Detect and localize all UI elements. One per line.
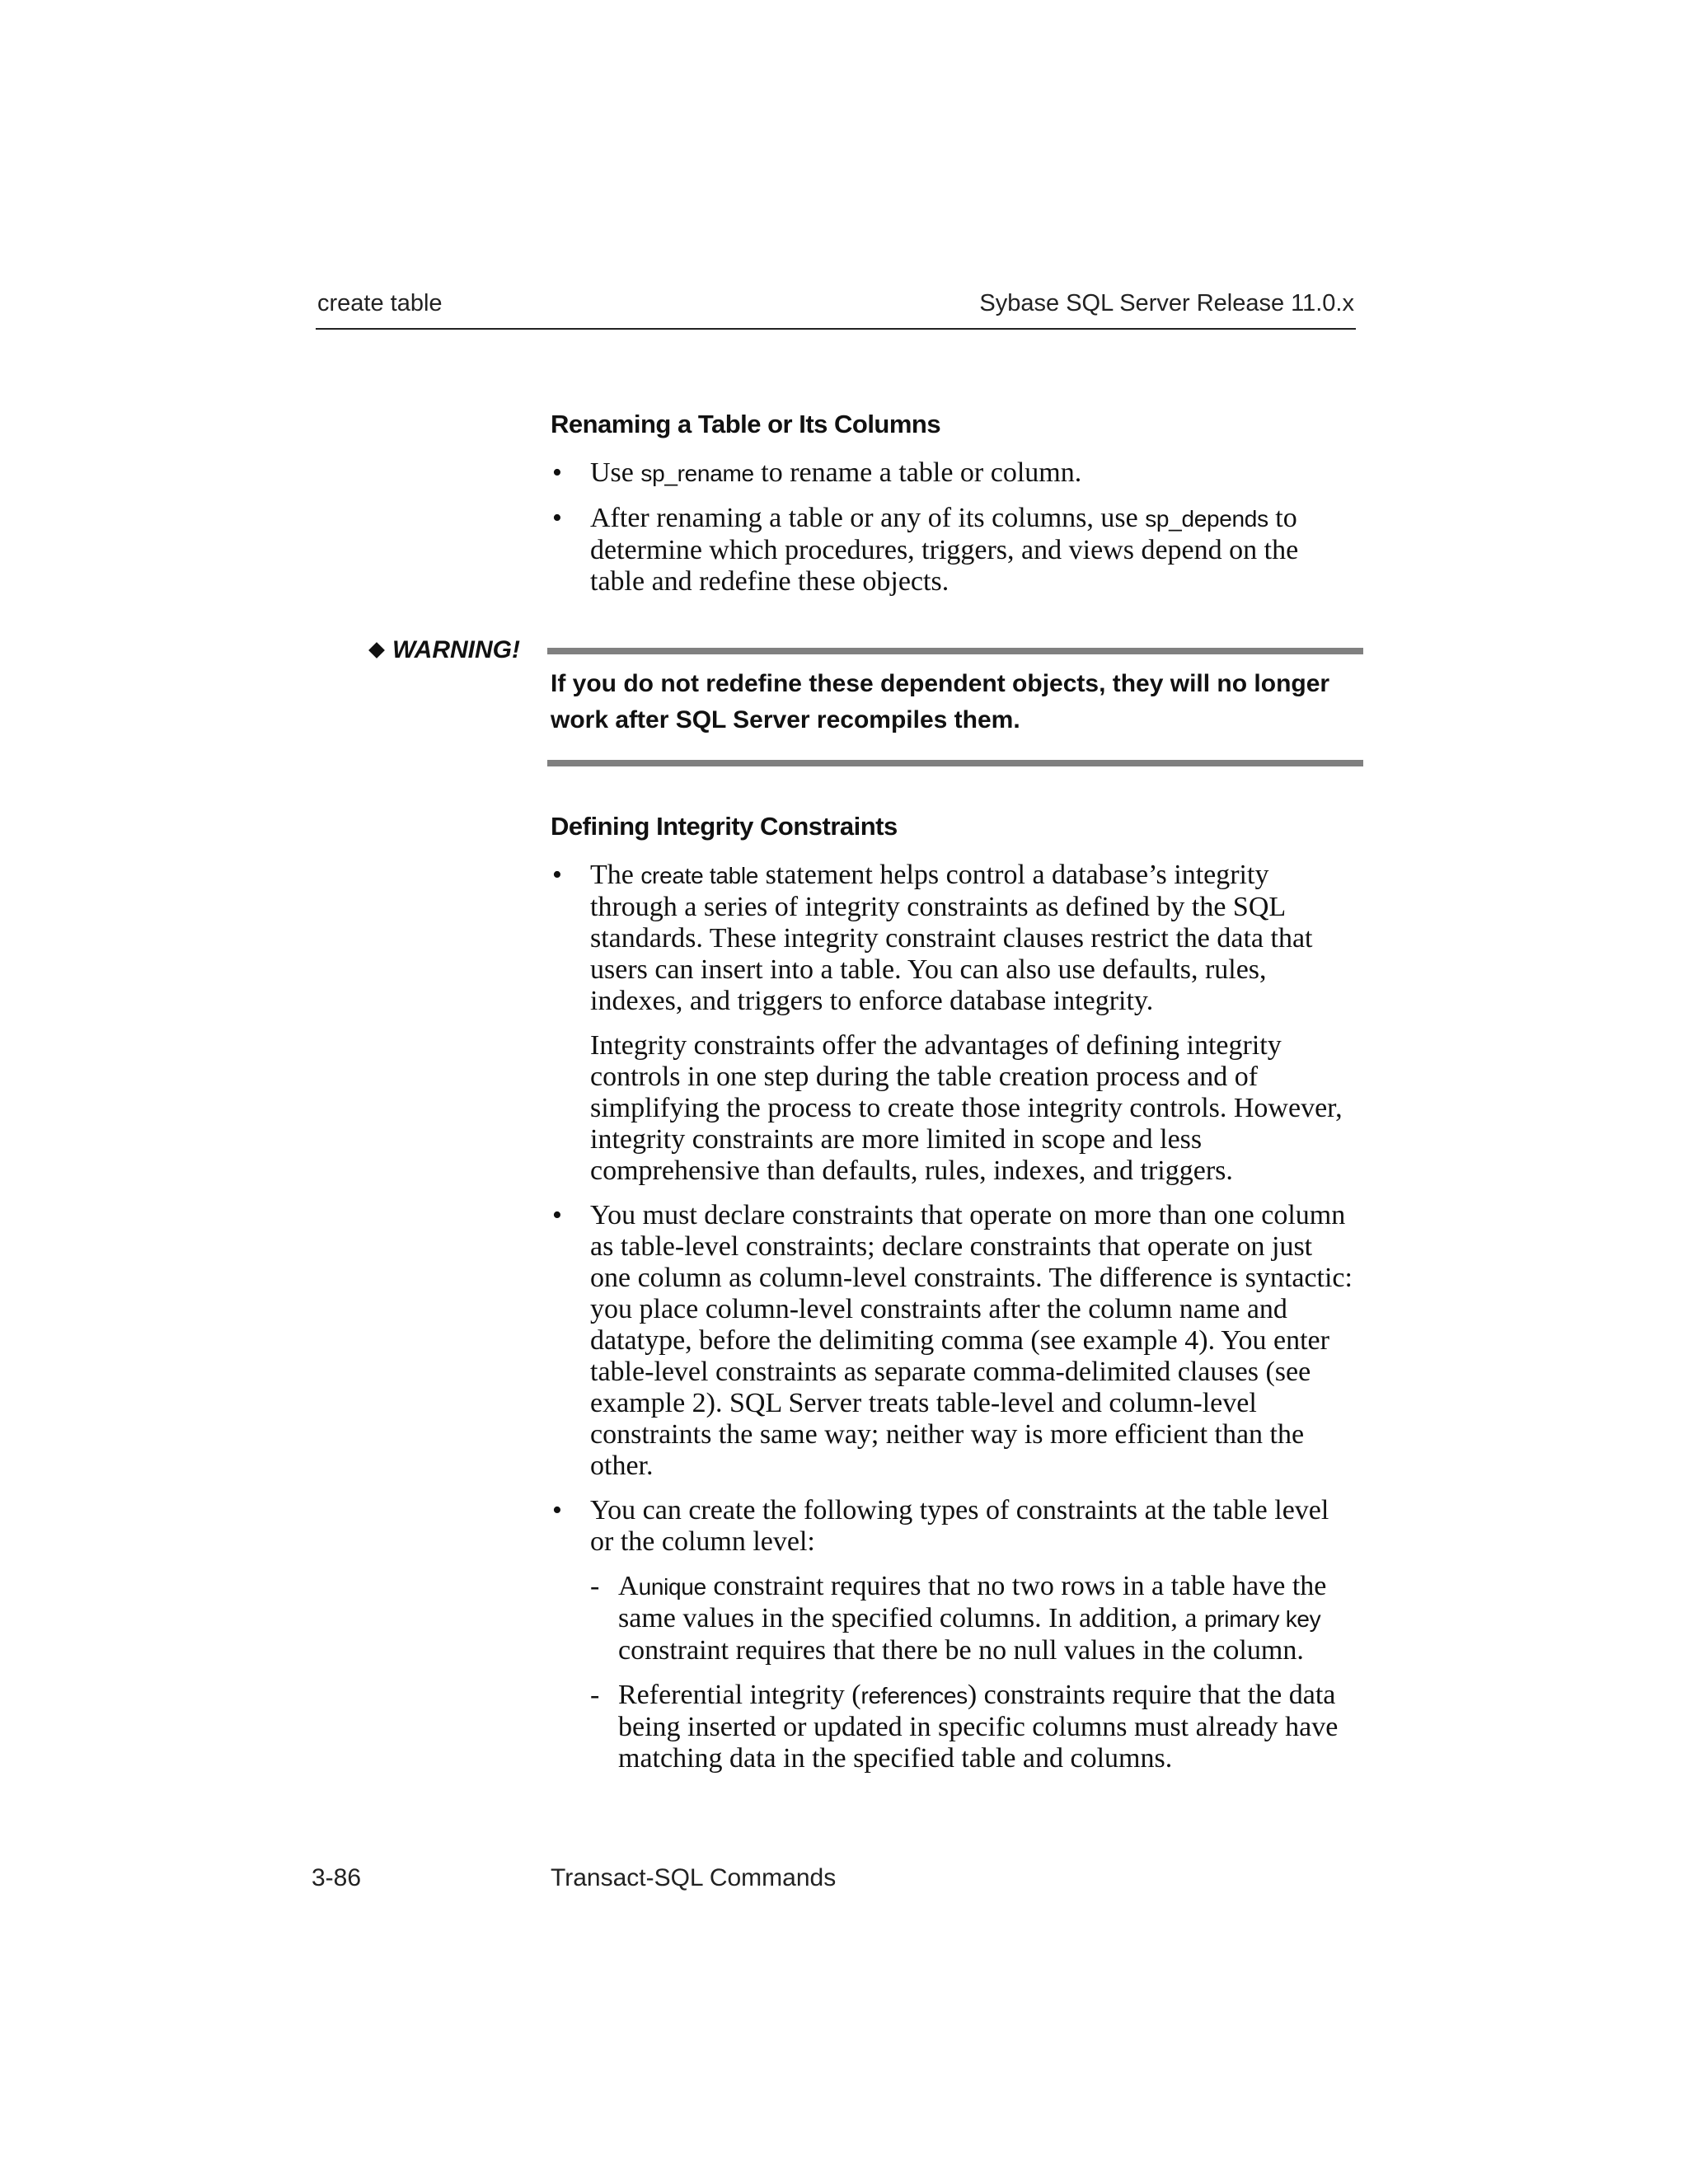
list-item [551, 860, 1358, 1187]
bullet-marker: • [552, 457, 562, 488]
code-sp-rename: sp_rename [640, 461, 754, 486]
code-primary-key: primary key [1203, 1606, 1321, 1632]
bullet-marker: • [552, 503, 562, 533]
text-run: constraint requires that no two rows in a table have the same values in the specified columns. In addition, a [618, 1571, 1327, 1633]
bullet-marker: • [552, 860, 562, 890]
section-renaming [551, 410, 1358, 611]
diamond-icon [368, 642, 385, 658]
warning-label-text: WARNING! [392, 636, 520, 663]
integrity-bullet-list [551, 860, 1358, 1774]
section-heading-integrity: Defining Integrity Constraints [551, 812, 898, 841]
text-run: After renaming a table or any of its columns, use [590, 503, 1146, 533]
constraint-type-list [590, 1571, 1358, 1774]
dash-marker: - [590, 1680, 600, 1710]
list-item [551, 503, 1358, 598]
code-sp-depends: sp_depends [1145, 506, 1268, 532]
paragraph [590, 860, 1358, 1017]
warning-label [371, 636, 520, 664]
text-run: A [618, 1571, 639, 1601]
list-item [551, 1495, 1358, 1774]
warning-text: If you do not redefine these dependent objects, they will no longer work after SQL Server recompiles them. [551, 670, 1330, 733]
page-number: 3-86 [312, 1864, 362, 1891]
text-run: Use [590, 457, 641, 488]
footer-chapter-title: Transact-SQL Commands [551, 1864, 837, 1891]
paragraph: You must declare constraints that operate on more than one column as table-level constraints; declare constraints that operate on just one column as column-level constraints. The difference is syntactic: you place column-level constraints after the column name and datatype, before the delimiting comma (see example 4). You enter table-level constraints as separate comma-delimited clauses (see example 2). SQL Server treats table-level and column-level constraints the same way; neither way is more efficient than the other. [590, 1200, 1353, 1481]
section-heading-renaming: Renaming a Table or Its Columns [551, 410, 941, 438]
bullet-marker: • [552, 1495, 562, 1526]
header-product-title: Sybase SQL Server Release 11.0.x [979, 290, 1354, 316]
list-item [590, 1571, 1358, 1666]
renaming-bullet-list [551, 457, 1358, 598]
section-integrity-constraints [551, 812, 1358, 1788]
text-run: Referential integrity ( [618, 1680, 861, 1710]
warning-box [547, 648, 1363, 766]
code-references: references [860, 1683, 968, 1708]
list-item [551, 1200, 1358, 1482]
text-run: statement helps control a database’s integrity through a series of integrity constraints as defined by the SQL standards. These integrity constraint clauses restrict the data that users can insert into a table. You can also use defaults, rules, indexes, and triggers to enforce database integrity. [590, 860, 1313, 1016]
text-run: to determine which procedures, triggers, and views depend on the table and redefine these objects. [590, 503, 1299, 597]
text-run: to rename a table or column. [753, 457, 1082, 488]
header-section-title: create table [317, 290, 443, 316]
dash-marker: - [590, 1571, 600, 1601]
running-header [316, 290, 1356, 330]
text-run: ) constraints require that the data being inserted or updated in specific columns must already have matching data in the specified table and columns. [618, 1680, 1339, 1774]
paragraph: You can create the following types of constraints at the table level or the column level: [590, 1495, 1329, 1557]
paragraph: Integrity constraints offer the advantages of defining integrity controls in one step during the table creation process and of simplifying the process to create those integrity controls. However, integrity constraints are more limited in scope and less comprehensive than defaults, rules, indexes, and triggers. [590, 1030, 1343, 1186]
list-item [590, 1680, 1358, 1774]
list-item [551, 457, 1358, 490]
text-run: The [590, 860, 641, 890]
bullet-marker: • [552, 1200, 562, 1230]
text-run: constraint requires that there be no null values in the column. [618, 1635, 1304, 1666]
code-unique: unique [638, 1574, 706, 1600]
code-create-table: create table [640, 863, 759, 888]
